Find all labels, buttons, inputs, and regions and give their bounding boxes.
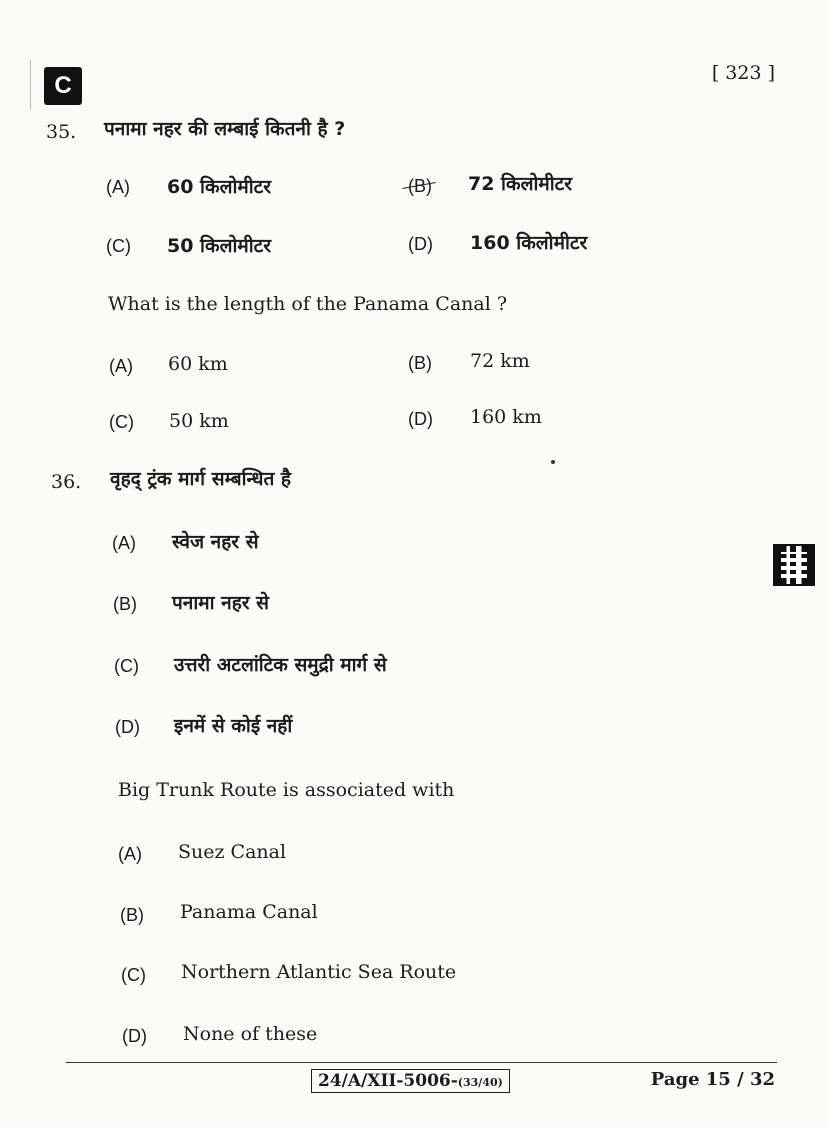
q36-en-option-a-label: (A): [118, 844, 142, 864]
q36-hi-option-b-label: (B): [113, 594, 137, 614]
q36-en-option-b-text: Panama Canal: [180, 901, 318, 923]
q35-hi-option-c-label: (C): [106, 236, 131, 256]
q36-hi-option-d-text: इनमें से कोई नहीं: [174, 715, 293, 737]
q35-hi-option-a-text: 60 किलोमीटर: [167, 176, 272, 198]
margin-mark: [30, 60, 31, 110]
q35-en-option-a-label: (A): [109, 356, 133, 376]
q35-hi-option-b-text: [468, 170, 572, 196]
page-code: [ 323 ]: [711, 62, 775, 84]
q35-en-option-c-label: (C): [109, 412, 134, 432]
q35-en-option-b-label: (B): [408, 353, 432, 373]
question-36-hindi: वृहद् ट्रंक मार्ग सम्बन्धित है: [110, 468, 292, 490]
q35-hi-option-b-label-text: (B): [408, 176, 432, 196]
paper-code: 24/A/XII-5006-: [318, 1071, 458, 1091]
q36-en-option-c-label: (C): [121, 965, 146, 985]
q36-en-option-c-text: Northern Atlantic Sea Route: [181, 961, 457, 983]
q36-hi-option-d-label: (D): [115, 717, 140, 737]
q36-hi-option-c-label: (C): [114, 656, 139, 676]
question-35-number: 35.: [46, 121, 77, 143]
q36-hi-option-c-text: उत्तरी अटलांटिक समुद्री मार्ग से: [174, 654, 387, 676]
q35-en-option-b-text: 72 km: [470, 350, 530, 372]
question-36-number: 36.: [51, 471, 82, 493]
paper-code-box: [311, 1069, 510, 1093]
question-35-english: What is the length of the Panama Canal ?: [108, 293, 508, 315]
q36-hi-option-a-text: स्वेज नहर से: [172, 531, 259, 553]
footer-rule: [66, 1062, 777, 1063]
q35-hi-option-b-label: [408, 176, 432, 197]
question-36-english: Big Trunk Route is associated with: [118, 779, 455, 801]
q35-en-option-c-text: 50 km: [169, 410, 229, 432]
set-label-badge: C: [44, 67, 82, 105]
q36-en-option-d-text: None of these: [183, 1023, 318, 1045]
q36-en-option-b-label: (B): [120, 905, 144, 925]
q35-en-option-d-label: (D): [408, 409, 433, 429]
q35-hi-option-a-label: (A): [106, 177, 130, 197]
q36-en-option-a-text: Suez Canal: [178, 841, 287, 863]
qr-code-icon: [773, 544, 815, 586]
question-35-hindi: पनामा नहर की लम्बाई कितनी है ?: [104, 118, 346, 140]
q36-en-option-d-label: (D): [122, 1026, 147, 1046]
stray-dot: [551, 460, 555, 464]
q35-en-option-a-text: 60 km: [168, 353, 228, 375]
q35-hi-option-d-label: (D): [408, 234, 433, 254]
q35-hi-option-b-text-value: 72 किलोमीटर: [468, 173, 573, 195]
q36-hi-option-b-text: पनामा नहर से: [172, 592, 270, 614]
page-number: Page 15 / 32: [650, 1069, 775, 1090]
q36-hi-option-a-label: (A): [112, 533, 136, 553]
q35-hi-option-d-text: 160 किलोमीटर: [470, 232, 588, 254]
paper-code-sub: (33/40): [457, 1076, 503, 1089]
q35-hi-option-c-text: 50 किलोमीटर: [167, 235, 272, 257]
q35-en-option-d-text: 160 km: [470, 406, 542, 428]
